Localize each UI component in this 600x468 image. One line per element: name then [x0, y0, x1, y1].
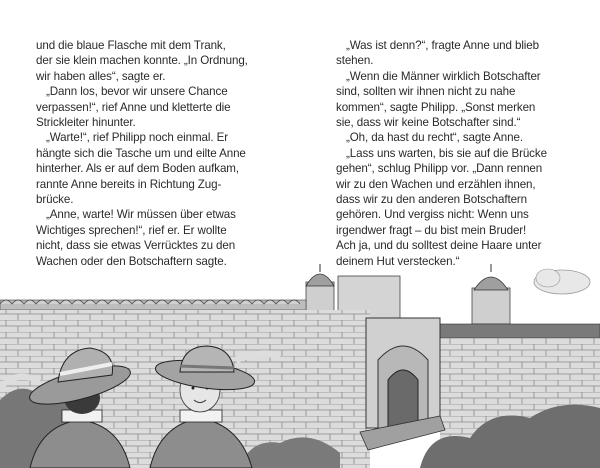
- text-line: sind, sollten wir ihnen nicht zu nahe: [336, 85, 516, 99]
- text-line: wir haben alles“, sagte er.: [36, 69, 166, 83]
- text-line: gehören. Und vergiss nicht: Wenn uns: [336, 208, 529, 222]
- tower-right-icon: [472, 264, 510, 324]
- text-line: „Warte!“, rief Philipp noch einmal. Er: [46, 131, 228, 145]
- text-line: Wachen oder den Botschaftern sagte.: [36, 254, 227, 268]
- text-line: Wichtiges sprechen!“, rief er. Er wollte: [36, 223, 227, 237]
- text-line: hängte sich die Tasche um und eilte Anne: [36, 146, 246, 160]
- text-line: hinterher. Als er auf dem Boden aufkam,: [36, 162, 239, 176]
- paragraph: [36, 38, 281, 84]
- text-line: „Oh, da hast du recht“, sagte Anne.: [346, 131, 523, 145]
- text-line: Strickleiter hinunter.: [36, 116, 136, 130]
- paragraph: [336, 130, 581, 145]
- text-line: stehen.: [336, 54, 374, 68]
- paragraph: [36, 84, 281, 130]
- text-line: gehen“, schlug Philipp vor. „Dann rennen: [336, 162, 543, 176]
- cloud-icon: [534, 269, 590, 294]
- text-line: dass wir zu den anderen Botschaftern: [336, 193, 528, 207]
- paragraph: [336, 146, 581, 269]
- text-line: Ach ja, und du solltest deine Haare unter: [336, 239, 542, 253]
- text-line: nicht, dass sie etwas Verrücktes zu den: [36, 239, 236, 253]
- text-line: der sie klein machen konnte. „In Ordnung,: [36, 54, 248, 68]
- text-line: irgendwer fragt – du bist mein Bruder!: [336, 223, 527, 237]
- text-line: verpassen!“, rief Anne und kletterte die: [36, 100, 231, 114]
- text-line: „Lass uns warten, bis sie auf die Brücke: [346, 146, 547, 160]
- text-line: „Dann los, bevor wir unsere Chance: [46, 85, 228, 99]
- text-line: deinem Hut verstecken.“: [336, 254, 460, 268]
- text-line: „Was ist denn?“, fragte Anne und blieb: [346, 39, 539, 52]
- text-line: und die blaue Flasche mit dem Trank,: [36, 39, 226, 52]
- text-line: brücke.: [36, 193, 74, 207]
- text-line: sie, dass wir keine Botschafter sind.“: [336, 116, 521, 130]
- fortress-gate: [360, 318, 445, 450]
- left-page-text: [36, 38, 281, 269]
- text-line: kommen“, sagte Philipp. „Sonst merken: [336, 100, 536, 114]
- text-line: rannte Anne bereits in Richtung Zug-: [36, 177, 222, 191]
- paragraph: [336, 38, 581, 69]
- text-line: wir zu den Wachen und erzählen ihnen,: [336, 177, 536, 191]
- text-line: „Anne, warte! Wir müssen über etwas: [46, 208, 236, 222]
- paragraph: [36, 130, 281, 207]
- right-page-text: [336, 38, 581, 269]
- text-line: „Wenn die Männer wirklich Botschafter: [346, 69, 541, 83]
- fortress-illustration: [0, 260, 600, 468]
- paragraph: [336, 69, 581, 131]
